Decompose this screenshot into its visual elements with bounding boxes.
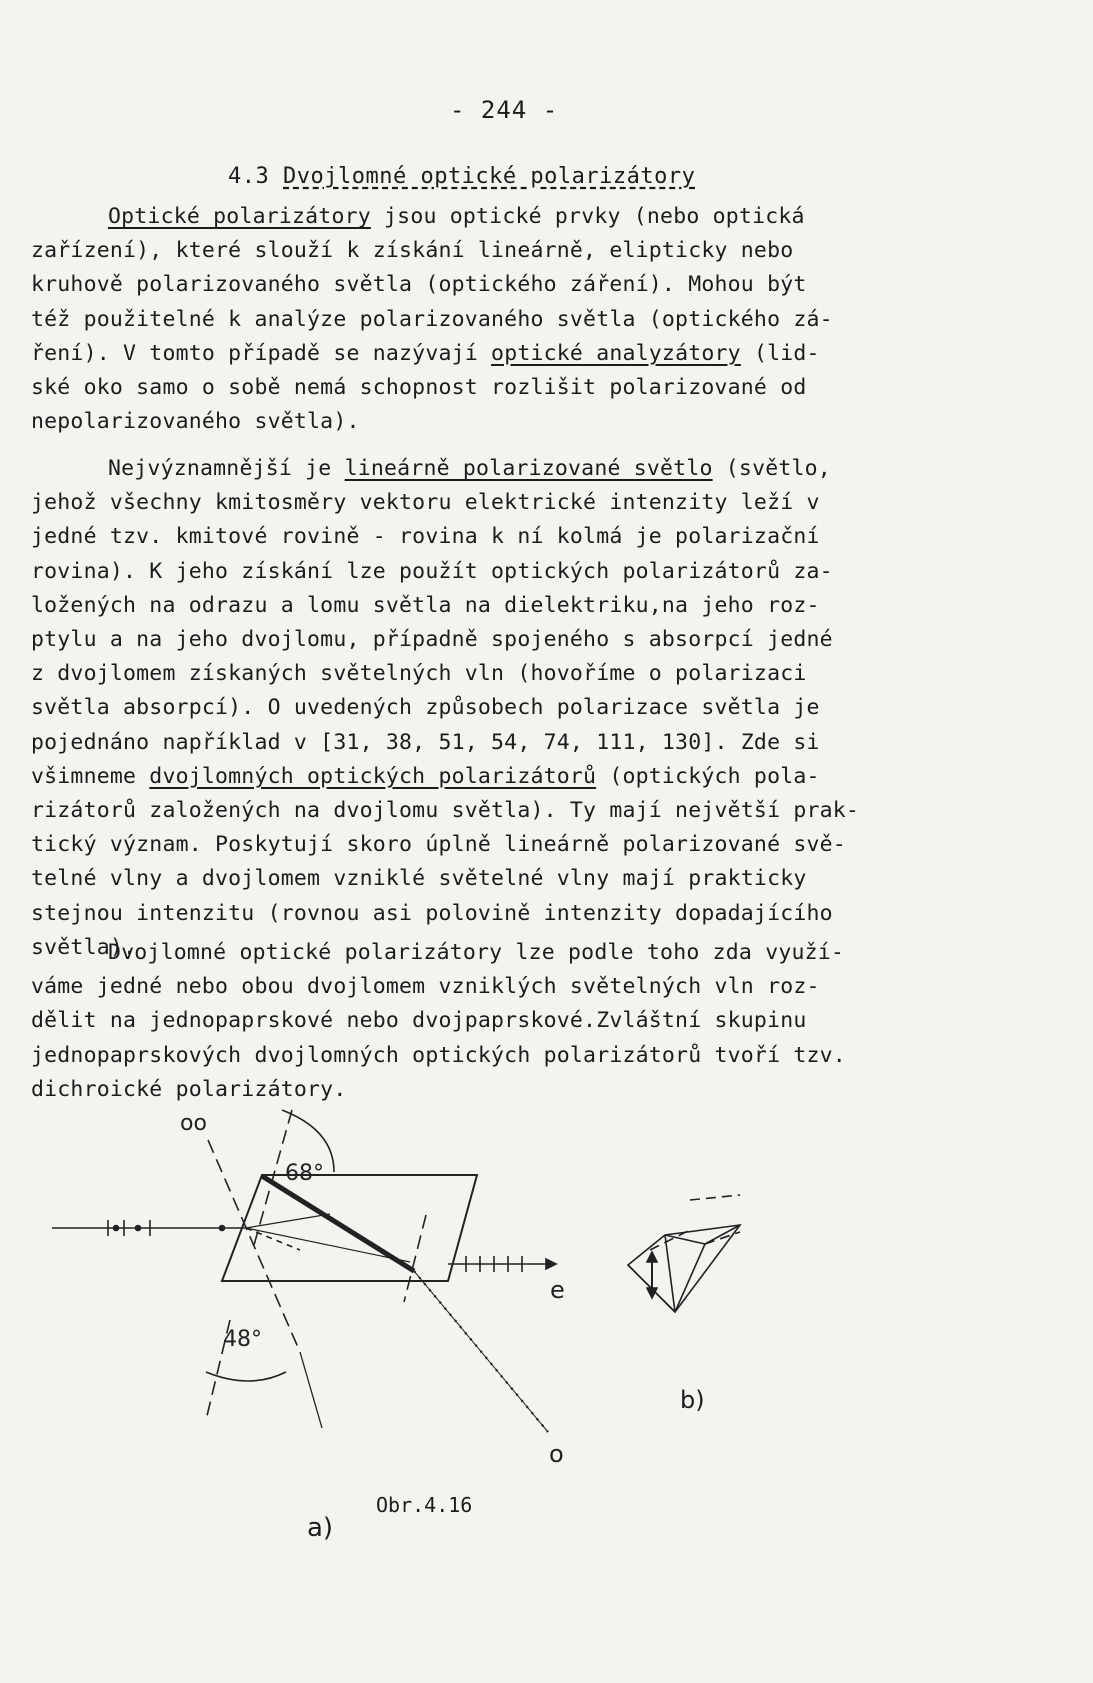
text-line [108, 458, 831, 480]
text-line [31, 274, 807, 296]
underlined-term: lineárně polarizované světlo [344, 456, 713, 481]
text-line [31, 629, 833, 651]
prism-cement-line [262, 1176, 414, 1271]
text-line [31, 411, 360, 433]
angle-top-label: 68° [285, 1161, 324, 1186]
text-segment: váme jedné nebo obou dvojlomem vzniklých světelných vln roz- [31, 974, 820, 1000]
text-segment: (optických pola- [596, 763, 820, 789]
text-segment: všimneme [31, 763, 150, 789]
text-segment: z dvojlomem získaných světelných vln (hovoříme o polarizaci [31, 661, 807, 687]
page-number: - 244 - [450, 96, 559, 124]
text-line [31, 558, 833, 584]
text-line [31, 697, 820, 719]
text-line [31, 592, 820, 618]
underlined-term: optické analyzátory [491, 340, 741, 366]
text-segment: (lid- [740, 340, 820, 366]
text-segment: světla absorpcí). O uvedených způsobech polarizace světla je [31, 695, 820, 721]
section-heading [228, 164, 695, 189]
text-segment: jsou optické prvky (nebo optická [370, 204, 805, 229]
text-line [31, 377, 807, 399]
text-line [108, 206, 805, 228]
text-segment: tický význam. Poskytují skoro úplně lineárně polarizované svě- [31, 832, 846, 858]
text-line [31, 976, 820, 998]
text-segment: Nejvýznamnější je [108, 456, 345, 481]
text-line [31, 900, 833, 926]
text-segment: dichroické polarizátory. [31, 1076, 347, 1102]
text-segment: zařízení), které slouží k získání lineárně, elipticky nebo [31, 238, 794, 264]
text-line [31, 240, 793, 262]
figure-caption: Obr.4.16 [376, 1493, 473, 1517]
panel-a-label: a) [307, 1513, 334, 1543]
text-line [31, 340, 820, 366]
text-segment: rovina). K jeho získání lze použít optických polarizátorů za- [31, 558, 833, 584]
text-segment: nepolarizovaného světla). [31, 409, 360, 435]
text-segment: ření). V tomto případě se nazývají [31, 340, 492, 366]
text-line [31, 526, 820, 548]
ordinary-pair-label: oo [180, 1111, 207, 1136]
text-line [31, 306, 833, 332]
text-line [31, 834, 846, 856]
text-line [108, 942, 844, 964]
text-segment: též použitelné k analýze polarizovaného světla (optického zá- [31, 306, 833, 332]
text-line [31, 763, 820, 789]
text-segment: jednopaprskových dvojlomných optických polarizátorů tvoří tzv. [31, 1042, 846, 1068]
section-title: Dvojlomné optické polarizátory [283, 164, 696, 189]
underlined-term: dvojlomných optických polarizátorů [149, 763, 597, 789]
text-segment: pojednáno například v [31, 38, 51, 54, 74, 111, 130]. Zde si [31, 729, 820, 755]
text-line [31, 868, 807, 890]
text-segment: rizátorů založených na dvojlomu světla). Ty mají největší prak- [31, 798, 860, 823]
text-segment: (světlo, [712, 456, 831, 481]
text-line [31, 492, 820, 514]
figure-4-16 [0, 1085, 1093, 1605]
ordinary-label: o [549, 1440, 564, 1468]
section-number: 4.3 [228, 164, 270, 189]
text-line [31, 729, 820, 755]
text-line [31, 1010, 807, 1032]
text-segment: ptylu a na jeho dvojlomu, případně spojeného s absorpcí jedné [31, 627, 833, 652]
text-segment: jedné tzv. kmitové rovině - rovina k ní kolmá je polarizační [31, 524, 820, 550]
panel-b-label: b) [680, 1386, 705, 1414]
text-segment: jehož všechny kmitosměry vektoru elektrické intenzity leží v [31, 490, 820, 516]
angle-bottom-label: 48° [223, 1327, 262, 1352]
text-segment: ské oko samo o sobě nemá schopnost rozlišit polarizované od [31, 375, 807, 400]
text-segment: Dvojlomné optické polarizátory lze podle toho zda využí- [108, 940, 845, 965]
text-segment: dělit na jednopaprskové nebo dvojpaprskové.Zvláštní skupinu [31, 1008, 807, 1034]
text-line [31, 663, 807, 685]
text-segment: stejnou intenzitu (rovnou asi polovině intenzity dopadajícího [31, 900, 833, 926]
text-segment: telné vlny a dvojlomem vzniklé světelné vlny mají prakticky [31, 866, 807, 892]
text-line [31, 800, 859, 822]
underlined-term: Optické polarizátory [108, 204, 371, 229]
extraordinary-label: e [550, 1276, 565, 1304]
text-segment: světla). [31, 934, 137, 960]
text-line [31, 1042, 846, 1068]
text-segment: ložených na odrazu a lomu světla na dielektriku,na jeho roz- [31, 592, 820, 618]
text-segment: kruhově polarizovaného světla (optického záření). Mohou být [31, 272, 807, 298]
